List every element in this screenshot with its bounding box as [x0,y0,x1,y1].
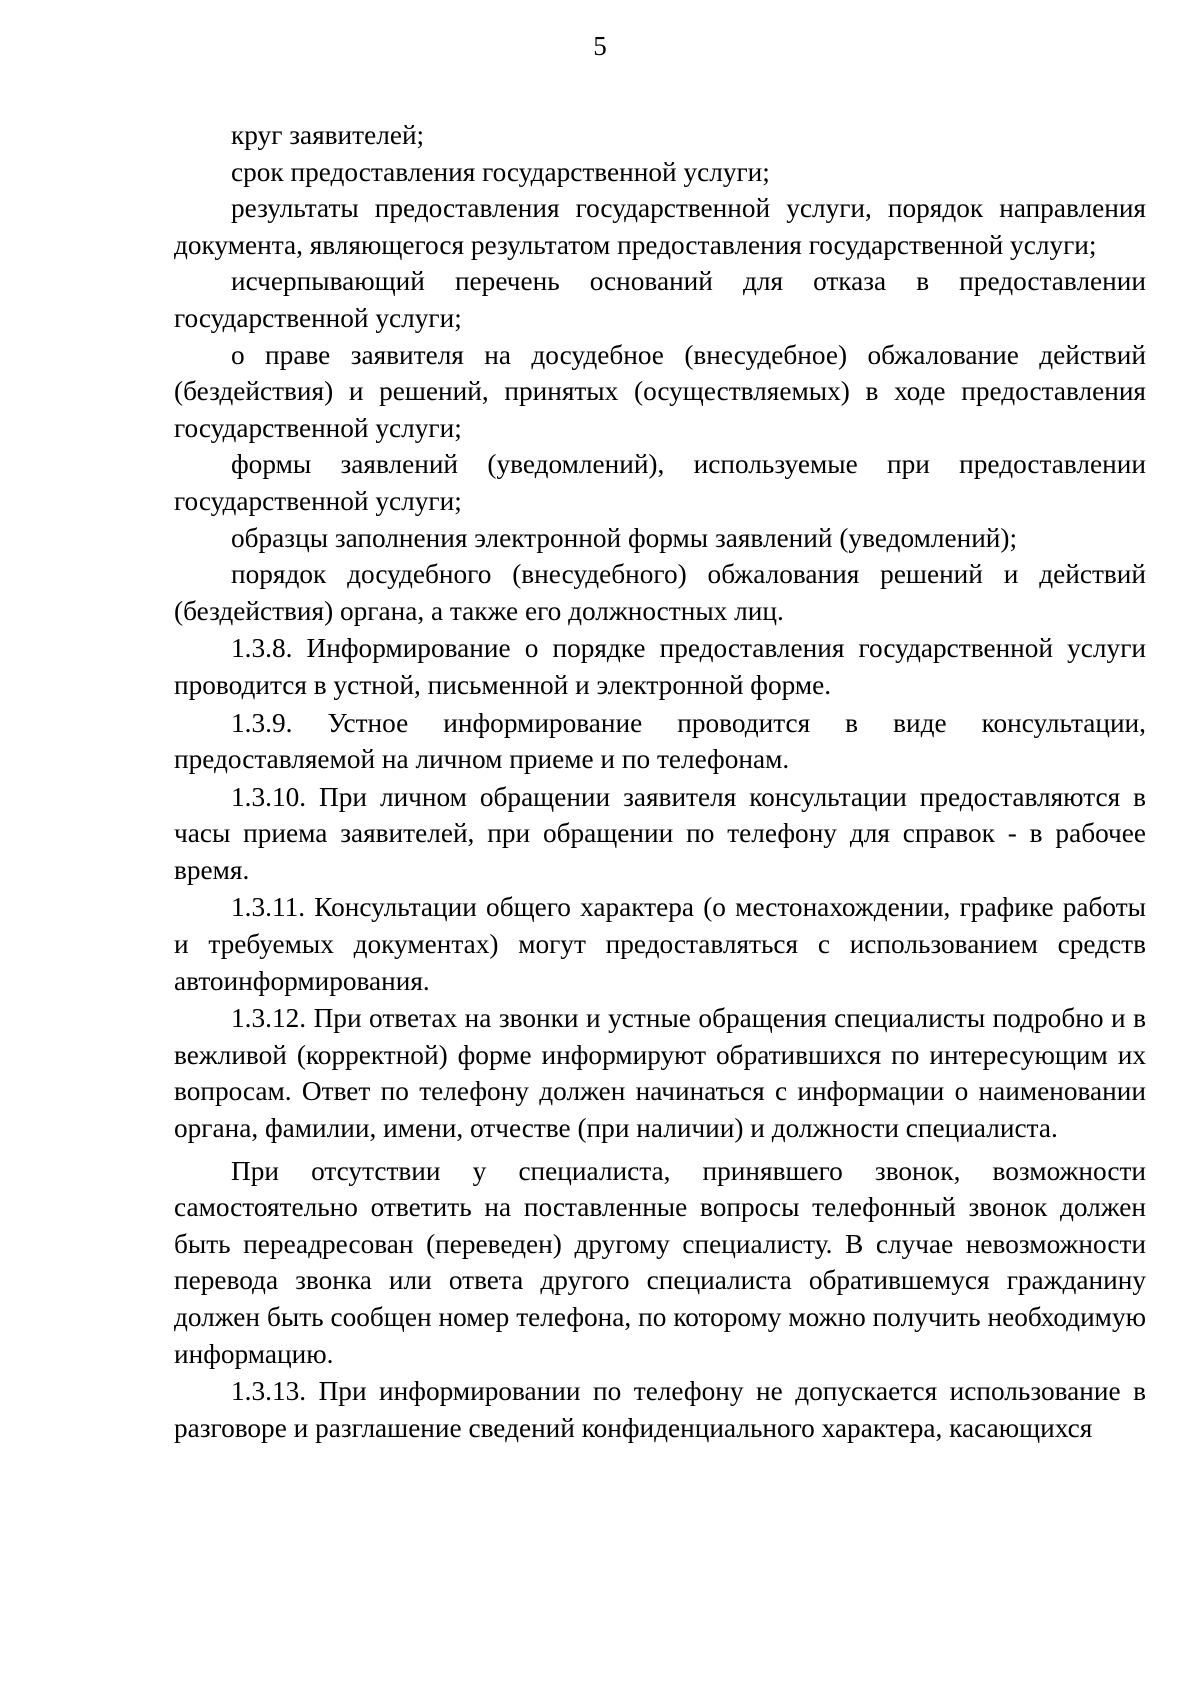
paragraph-application-forms: формы заявлений (уведомлений), используемые при предоставлении государственной услуги; [174,449,1146,516]
paragraph-appeal-right: о праве заявителя на досудебное (внесудебное) обжалование действий (бездействия) и решений, принятых (осуществляемых) в ходе предоставления государственной услуги; [174,339,1146,443]
paragraph-1-3-13: 1.3.13. При информировании по телефону не допускается использование в разговоре и разглашение сведений конфиденциального характера, касающихся [174,1376,1146,1443]
paragraph-service-results: результаты предоставления государственной услуги, порядок направления документа, являющегося результатом предоставления государственной услуги; [174,193,1146,260]
paragraph-refusal-grounds: исчерпывающий перечень оснований для отказа в предоставлении государственной услуги; [174,266,1146,333]
paragraph-applicants: круг заявителей; [231,120,425,150]
page-number: 5 [593,31,607,61]
paragraph-1-3-10: 1.3.10. При личном обращении заявителя консультации предоставляются в часы приема заявителей, при обращении по телефону для справок - в рабочее время. [174,781,1146,885]
paragraph-form-samples: образцы заполнения электронной формы заявлений (уведомлений); [231,522,1018,553]
paragraph-1-3-11: 1.3.11. Консультации общего характера (о местонахождении, графике работы и требуемых документах) могут предоставляться с использованием средств автоинформирования. [174,892,1146,996]
paragraph-service-term: срок предоставления государственной услуги; [231,156,770,187]
paragraph-1-3-9: 1.3.9. Устное информирование проводится в виде консультации, предоставляемой на личном приеме и по телефонам. [174,707,1146,775]
paragraph-1-3-12: 1.3.12. При ответах на звонки и устные обращения специалисты подробно и в вежливой (корректной) форме информируют обратившихся по интересующим их вопросам. Ответ по телефону должен начинаться с информации о наименовании органа, фамилии, имени, отчестве (при наличии) и должности специалиста. [174,1003,1146,1144]
paragraph-1-3-8: 1.3.8. Информирование о порядке предоставления государственной услуги проводится в устной, письменной и электронной форме. [174,633,1146,700]
paragraph-call-transfer: При отсутствии у специалиста, принявшего звонок, возможности самостоятельно ответить на поставленные вопросы телефонный звонок должен быть переадресован (переведен) другому специалисту. В случае невозможности перевода звонка или ответа другого специалиста обратившемуся гражданину должен быть сообщен номер телефона, по которому можно получить необходимую информацию. [174,1155,1146,1369]
document-body [174,117,1146,1446]
paragraph-appeal-procedure: порядок досудебного (внесудебного) обжалования решений и действий (бездействия) органа, а также его должностных лиц. [174,559,1146,626]
